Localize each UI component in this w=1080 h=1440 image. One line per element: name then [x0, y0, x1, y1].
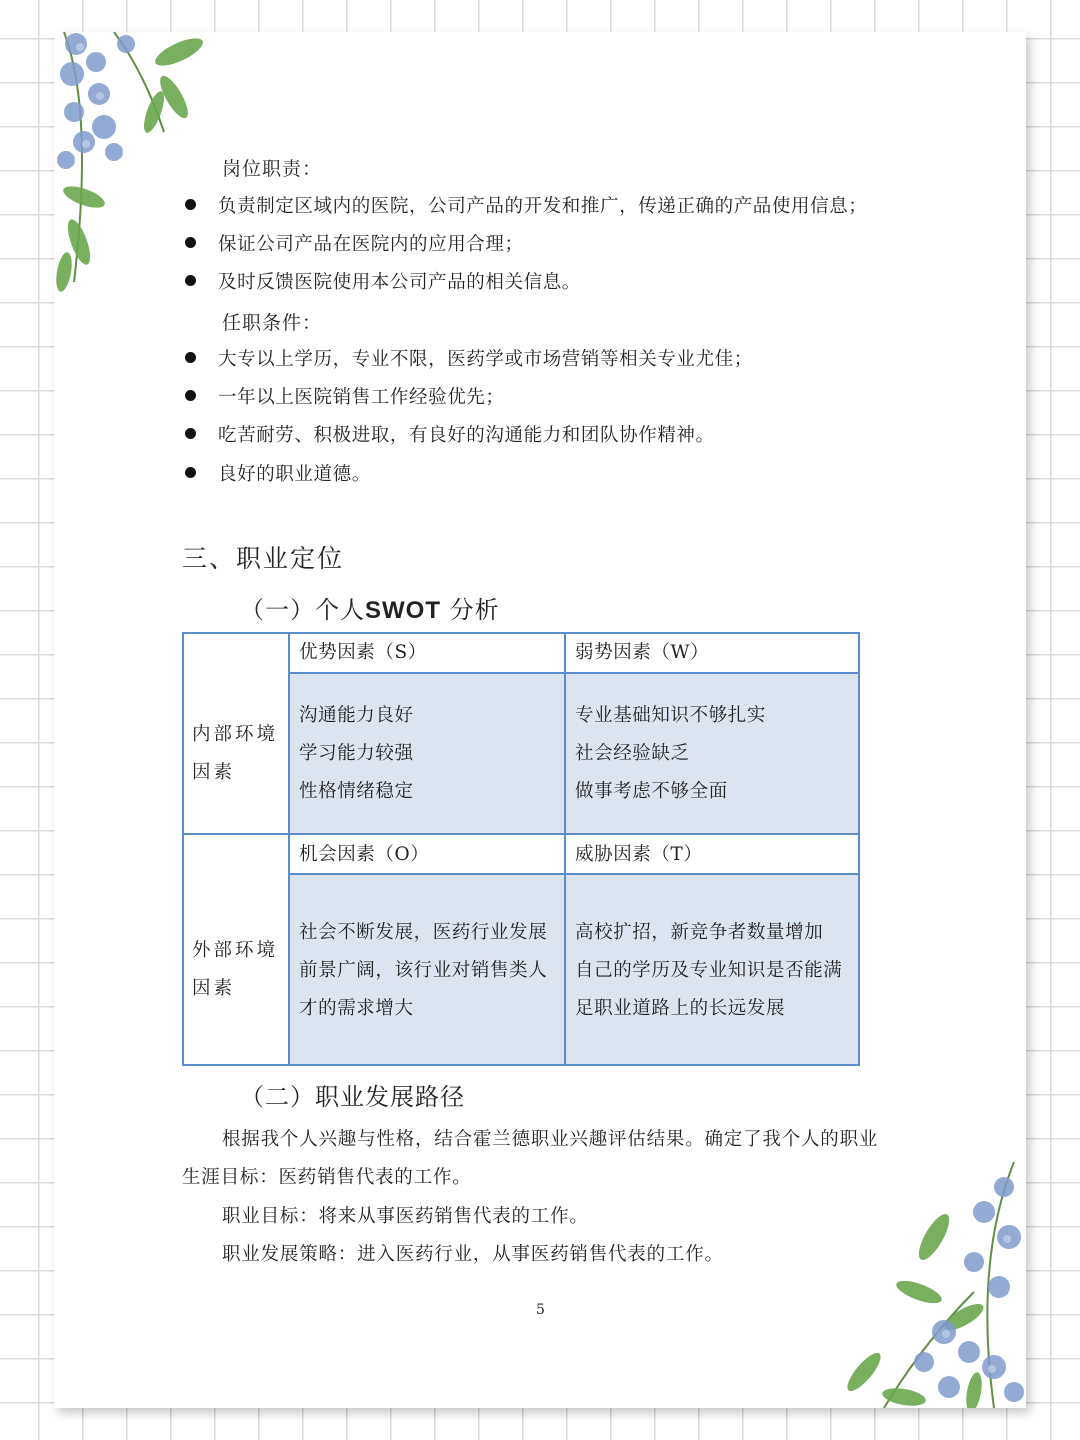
duty-item: 负责制定区域内的医院，公司产品的开发和推广，传递正确的产品使用信息； [218, 196, 868, 217]
opportunity-item: 社会不断发展，医药行业发展 [299, 922, 548, 943]
duty-item: 及时反馈医院使用本公司产品的相关信息。 [218, 272, 581, 293]
career-goal: 职业目标：将来从事医药销售代表的工作。 [222, 1206, 589, 1227]
external-factors-label-line: 因素 [192, 978, 236, 999]
threats-header: 威胁因素（T） [575, 844, 703, 865]
page-number: 5 [536, 1302, 545, 1318]
bullet-icon [185, 428, 196, 439]
document-page [54, 32, 1026, 1408]
strength-item: 沟通能力良好 [299, 705, 414, 726]
weakness-item: 专业基础知识不够扎实 [575, 705, 767, 726]
opportunity-item: 才的需求增大 [299, 998, 414, 1019]
weaknesses-header: 弱势因素（W） [575, 642, 710, 663]
duties-heading: 岗位职责： [222, 158, 323, 180]
swot-subtitle-prefix: （一）个人 [240, 596, 365, 624]
strength-item: 性格情绪稳定 [299, 781, 414, 802]
bullet-icon [185, 390, 196, 401]
internal-factors-label [192, 716, 278, 792]
requirement-item: 良好的职业道德。 [218, 464, 371, 485]
bullet-icon [185, 352, 196, 363]
bullet-icon [185, 199, 196, 210]
career-path-subtitle: （二）职业发展路径 [240, 1083, 465, 1111]
opportunities-list [299, 914, 547, 1028]
external-factors-label-line: 外部环境 [192, 940, 279, 961]
opportunities-header: 机会因素（O） [299, 844, 430, 865]
floral-decoration-top-left [54, 32, 224, 302]
threat-item: 足职业道路上的长远发展 [575, 998, 786, 1019]
swot-subtitle [240, 590, 500, 625]
table-divider [288, 672, 858, 674]
bullet-icon [185, 237, 196, 248]
duty-item: 保证公司产品在医院内的应用合理； [218, 234, 524, 255]
bullet-icon [185, 467, 196, 478]
floral-decoration-bottom-right [824, 1142, 1026, 1408]
section-title: 三、职业定位 [182, 544, 345, 573]
weakness-item: 社会经验缺乏 [575, 743, 690, 764]
requirement-item: 吃苦耐劳、积极进取，有良好的沟通能力和团队协作精神。 [218, 425, 715, 446]
table-divider [288, 634, 290, 1064]
internal-factors-label-line: 因素 [192, 762, 236, 783]
threats-list [575, 914, 842, 1028]
weakness-item: 做事考虑不够全面 [575, 781, 728, 802]
strengths-list [299, 697, 414, 811]
swot-table [182, 632, 860, 1066]
internal-factors-label-line: 内部环境 [192, 724, 279, 745]
external-factors-label [192, 932, 278, 1008]
career-path-paragraph-line: 生涯目标：医药销售代表的工作。 [182, 1167, 472, 1188]
threat-item: 自己的学历及专业知识是否能满 [575, 960, 843, 981]
opportunity-item: 前景广阔，该行业对销售类人 [299, 960, 548, 981]
requirements-heading: 任职条件： [222, 312, 323, 334]
strength-item: 学习能力较强 [299, 743, 414, 764]
table-divider [564, 634, 566, 1064]
career-strategy: 职业发展策略：进入医药行业，从事医药销售代表的工作。 [222, 1244, 724, 1265]
swot-subtitle-suffix: 分析 [449, 596, 500, 624]
career-path-paragraph-line: 根据我个人兴趣与性格，结合霍兰德职业兴趣评估结果。确定了我个人的职业 [222, 1129, 879, 1150]
weaknesses-list [575, 697, 766, 811]
strengths-header: 优势因素（S） [299, 642, 427, 663]
requirement-item: 一年以上医院销售工作经验优先； [218, 387, 505, 408]
table-divider [184, 833, 858, 835]
bullet-icon [185, 275, 196, 286]
threat-item: 高校扩招，新竞争者数量增加 [575, 922, 824, 943]
requirement-item: 大专以上学历，专业不限，医药学或市场营销等相关专业尤佳； [218, 349, 753, 370]
swot-subtitle-bold: SWOT [365, 597, 441, 624]
